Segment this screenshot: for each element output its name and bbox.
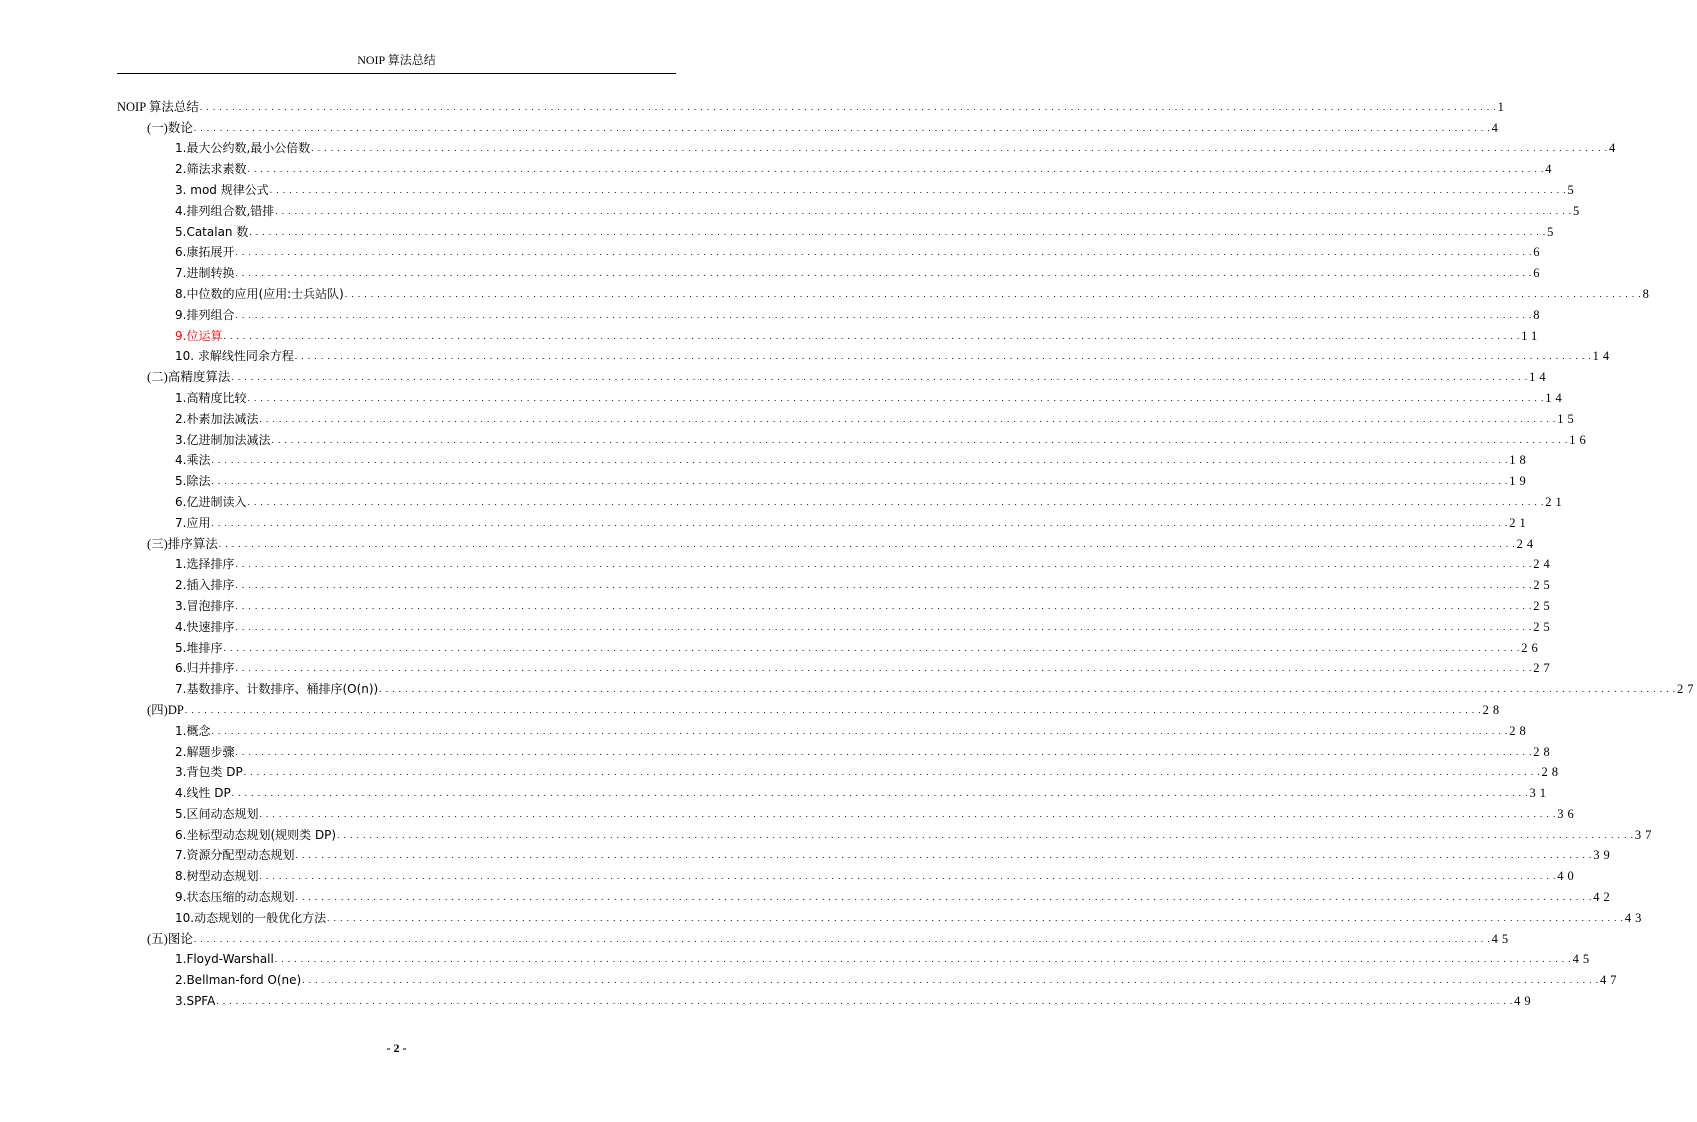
toc-entry-title: 7.资源分配型动态规划 (175, 848, 295, 863)
toc-entry-page-number: 4 (1609, 141, 1620, 156)
toc-dot-leader: . . . . . . . . . . . . . . . . . . . . . . . . . . . . . . . . . . . . . . . . . . . . . . . . . . . . . . . . . . . . . . . . . . . . . . . . . . . . . . . . . . . . . . . . . . . . . . . . . . . . . . . . . . . . . . . . . . . . . . . . . . . . . . . . . . . . . . . . . . . . . . . . . . . . . . . . . . . . . . . . . . . . . . . . . . . . . . . . . . . . . . . . . . . . . . . . . . . . . . . . (302, 975, 1599, 986)
toc-entry-title: 1.Floyd-Warshall (175, 952, 274, 967)
toc-dot-leader: . . . . . . . . . . . . . . . . . . . . . . . . . . . . . . . . . . . . . . . . . . . . . . . . . . . . . . . . . . . . . . . . . . . . . . . . . . . . . . . . . . . . . . . . . . . . . . . . . . . . . . . . . . . . . . . . . . . . . . . . . . . . . . . . . . . . . . . . . . . . . . . . . . . . . . . . . . . . . . . . . . . . . . . . . . . . . . . . . . . . . . . . . . . . . . . . . . . . . . . . (235, 663, 1533, 674)
toc-dot-leader: . . . . . . . . . . . . . . . . . . . . . . . . . . . . . . . . . . . . . . . . . . . . . . . . . . . . . . . . . . . . . . . . . . . . . . . . . . . . . . . . . . . . . . . . . . . . . . . . . . . . . . . . . . . . . . . . . . . . . . . . . . . . . . . . . . . . . . . . . . . . . . . . . . . . . . . . . . . . . . . . . . . . . . . . . . . . . . . . . . . . . . . . . . . . . . . . . . . . . . . . (235, 268, 1533, 279)
toc-entry[interactable] (117, 678, 1697, 699)
toc-dot-leader: . . . . . . . . . . . . . . . . . . . . . . . . . . . . . . . . . . . . . . . . . . . . . . . . . . . . . . . . . . . . . . . . . . . . . . . . . . . . . . . . . . . . . . . . . . . . . . . . . . . . . . . . . . . . . . . . . . . . . . . . . . . . . . . . . . . . . . . . . . . . . . . . . . . . . . . . . . . . . . . . . . . . . . . . . . . . . . . . . . . . . . . . . . . . . . . . . . . . . . . . (231, 788, 1529, 799)
toc-entry-title: 3.冒泡排序 (175, 598, 235, 613)
toc-entry[interactable] (117, 969, 1621, 990)
header-divider (117, 73, 676, 74)
toc-dot-leader: . . . . . . . . . . . . . . . . . . . . . . . . . . . . . . . . . . . . . . . . . . . . . . . . . . . . . . . . . . . . . . . . . . . . . . . . . . . . . . . . . . . . . . . . . . . . . . . . . . . . . . . . . . . . . . . . . . . . . . . . . . . . . . . . . . . . . . . . . . . . . . . . . . . . . . . . . . . . . . . . . . . . . . . . . . . . . . . . . . . . . . . . . . . . . . . . . . . . . . . . (247, 392, 1545, 403)
toc-entry-page-number: 8 (1642, 286, 1653, 301)
toc-dot-leader: . . . . . . . . . . . . . . . . . . . . . . . . . . . . . . . . . . . . . . . . . . . . . . . . . . . . . . . . . . . . . . . . . . . . . . . . . . . . . . . . . . . . . . . . . . . . . . . . . . . . . . . . . . . . . . . . . . . . . . . . . . . . . . . . . . . . . . . . . . . . . . . . . . . . . . . . . . . . . . . . . . . . . . . . . . . . . . . . . . . . . . . . . . . . . . . . . . . . . . . . (216, 996, 1514, 1007)
toc-entry-title: 1.最大公约数,最小公倍数 (175, 141, 311, 156)
toc-entry-title: 5.区间动态规划 (175, 806, 259, 821)
toc-entry-page-number: 4 (1545, 162, 1556, 177)
toc-entry-page-number: 5 (1573, 203, 1584, 218)
toc-dot-leader: . . . . . . . . . . . . . . . . . . . . . . . . . . . . . . . . . . . . . . . . . . . . . . . . . . . . . . . . . . . . . . . . . . . . . . . . . . . . . . . . . . . . . . . . . . . . . . . . . . . . . . . . . . . . . . . . . . . . . . . . . . . . . . . . . . . . . . . . . . . . . . . . . . . . . . . . . . . . . . . . . . . . . . . . . . . . . . . . . . . . . . . . . . . . . . . . . . . . . . . . (337, 829, 1634, 840)
toc-entry[interactable] (117, 387, 1566, 408)
toc-dot-leader: . . . . . . . . . . . . . . . . . . . . . . . . . . . . . . . . . . . . . . . . . . . . . . . . . . . . . . . . . . . . . . . . . . . . . . . . . . . . . . . . . . . . . . . . . . . . . . . . . . . . . . . . . . . . . . . . . . . . . . . . . . . . . . . . . . . . . . . . . . . . . . . . . . . . . . . . . . . . . . . . . . . . . . . . . . . . . . . . . . . . . . . . . . . . . . . . . . . . . . . . (211, 725, 1509, 736)
toc-entry-title: 7.应用 (175, 515, 211, 530)
toc-entry[interactable] (117, 907, 1646, 928)
toc-entry[interactable] (117, 512, 1530, 533)
toc-entry-title: 7.基数排序、计数排序、桶排序(O(n)) (175, 682, 379, 697)
toc-entry-title: 2.朴素加法减法 (175, 411, 259, 426)
page-header-title: NOIP 算法总结 (357, 53, 436, 67)
toc-entry-page-number: 28 (1509, 723, 1530, 738)
toc-entry-page-number: 15 (1557, 411, 1578, 426)
toc-entry-title: 6.康拓展开 (175, 245, 235, 260)
toc-entry[interactable] (117, 637, 1542, 658)
toc-entry-page-number: 8 (1533, 307, 1544, 322)
toc-entry[interactable] (117, 117, 1502, 138)
toc-entry[interactable] (117, 554, 1554, 575)
toc-entry-page-number: 21 (1545, 494, 1566, 509)
toc-dot-leader: . . . . . . . . . . . . . . . . . . . . . . . . . . . . . . . . . . . . . . . . . . . . . . . . . . . . . . . . . . . . . . . . . . . . . . . . . . . . . . . . . . . . . . . . . . . . . . . . . . . . . . . . . . . . . . . . . . . . . . . . . . . . . . . . . . . . . . . . . . . . . . . . . . . . . . . . . . . . . . . . . . . . . . . . . . . . . . . . . . . . . . . . . . . . . . . . . . . . . . . . (259, 871, 1557, 882)
toc-entry-page-number: 26 (1521, 640, 1542, 655)
toc-entry-page-number: 24 (1516, 536, 1538, 551)
toc-entry[interactable] (117, 865, 1578, 886)
toc-dot-leader: . . . . . . . . . . . . . . . . . . . . . . . . . . . . . . . . . . . . . . . . . . . . . . . . . . . . . . . . . . . . . . . . . . . . . . . . . . . . . . . . . . . . . . . . . . . . . . . . . . . . . . . . . . . . . . . . . . . . . . . . . . . . . . . . . . . . . . . . . . . . . . . . . . . . . . . . . . . . . . . . . . . . . . . . . . . . . . . . . . . . . . . . . . . . . . . . . . . . . . . . (235, 746, 1533, 757)
toc-entry-page-number: 49 (1514, 994, 1535, 1009)
toc-dot-leader: . . . . . . . . . . . . . . . . . . . . . . . . . . . . . . . . . . . . . . . . . . . . . . . . . . . . . . . . . . . . . . . . . . . . . . . . . . . . . . . . . . . . . . . . . . . . . . . . . . . . . . . . . . . . . . . . . . . . . . . . . . . . . . . . . . . . . . . . . . . . . . . . . . . . . . . . . . . . . . . . . . . . . . . . . . . . . . . . . . . . . . . . . . . . . . . . . . . . . . . . (249, 226, 1547, 237)
toc-dot-leader: . . . . . . . . . . . . . . . . . . . . . . . . . . . . . . . . . . . . . . . . . . . . . . . . . . . . . . . . . . . . . . . . . . . . . . . . . . . . . . . . . . . . . . . . . . . . . . . . . . . . . . . . . . . . . . . . . . . . . . . . . . . . . . . . . . . . . . . . . . . . . . . . . . . . . . . . . . . . . . . . . . . . . . . . . . . . . . . . . . . . . . . . . . . . . . . . . . . . . . . . (211, 517, 1509, 528)
toc-entry-title: 5.除法 (175, 474, 211, 489)
toc-entry-title: 6.归并排序 (175, 661, 235, 676)
toc-entry-title: (二)高精度算法 (147, 370, 231, 385)
toc-dot-leader: . . . . . . . . . . . . . . . . . . . . . . . . . . . . . . . . . . . . . . . . . . . . . . . . . . . . . . . . . . . . . . . . . . . . . . . . . . . . . . . . . . . . . . . . . . . . . . . . . . . . . . . . . . . . . . . . . . . . . . . . . . . . . . . . . . . . . . . . . . . . . . . . . . . . . . . . . . . . . . . . . . . . . . . . . . . . . . . . . . . . . . . . . . . . . . . . . . . . . . . . (235, 559, 1533, 570)
toc-entry-page-number: 1 (1497, 99, 1508, 114)
toc-entry-title: 5.堆排序 (175, 640, 223, 655)
toc-entry[interactable] (117, 949, 1594, 970)
toc-entry-title: 1.概念 (175, 723, 211, 738)
toc-entry-page-number: 31 (1529, 786, 1550, 801)
toc-entry[interactable] (117, 574, 1554, 595)
toc-dot-leader: . . . . . . . . . . . . . . . . . . . . . . . . . . . . . . . . . . . . . . . . . . . . . . . . . . . . . . . . . . . . . . . . . . . . . . . . . . . . . . . . . . . . . . . . . . . . . . . . . . . . . . . . . . . . . . . . . . . . . . . . . . . . . . . . . . . . . . . . . . . . . . . . . . . . . . . . . . . . . . . . . . . . . . . . . . . . . . . . . . . . . . . . . . . . . . . . . . . . . . . . (235, 247, 1533, 258)
toc-entry[interactable] (117, 200, 1584, 221)
toc-dot-leader: . . . . . . . . . . . . . . . . . . . . . . . . . . . . . . . . . . . . . . . . . . . . . . . . . . . . . . . . . . . . . . . . . . . . . . . . . . . . . . . . . . . . . . . . . . . . . . . . . . . . . . . . . . . . . . . . . . . . . . . . . . . . . . . . . . . . . . . . . . . . . . . . . . . . . . . . . . . . . . . . . . . . . . . . . . . . . . . . . . . . . . . . . . . . . . . . . . . . . . . . (344, 288, 1642, 299)
toc-entry[interactable] (117, 283, 1653, 304)
toc-entry-title: 9.排列组合 (175, 307, 235, 322)
toc-entry[interactable] (117, 658, 1554, 679)
toc-dot-leader: . . . . . . . . . . . . . . . . . . . . . . . . . . . . . . . . . . . . . . . . . . . . . . . . . . . . . . . . . . . . . . . . . . . . . . . . . . . . . . . . . . . . . . . . . . . . . . . . . . . . . . . . . . . . . . . . . . . . . . . . . . . . . . . . . . . . . . . . . . . . . . . . . . . . . . . . . . . . . . . . . . . . . . . . . . . . . . . . . . . . . . . . . . . . . . . . . . . . . . . . (211, 455, 1509, 466)
toc-entry-page-number: 43 (1624, 910, 1646, 925)
toc-dot-leader: . . . . . . . . . . . . . . . . . . . . . . . . . . . . . . . . . . . . . . . . . . . . . . . . . . . . . . . . . . . . . . . . . . . . . . . . . . . . . . . . . . . . . . . . . . . . . . . . . . . . . . . . . . . . . . . . . . . . . . . . . . . . . . . . . . . . . . . . . . . . . . . . . . . . . . . . . . . . . . . . . . . . . . . . . . . . . . . . . . . . . . . . . . . . . . . . . . . . . . . . (235, 621, 1533, 632)
table-of-contents (117, 96, 1697, 1011)
toc-dot-leader: . . . . . . . . . . . . . . . . . . . . . . . . . . . . . . . . . . . . . . . . . . . . . . . . . . . . . . . . . . . . . . . . . . . . . . . . . . . . . . . . . . . . . . . . . . . . . . . . . . . . . . . . . . . . . . . . . . . . . . . . . . . . . . . . . . . . . . . . . . . . . . . . . . . . . . . . . . . . . . . . . . . . . . . . . . . . . . . . . . . . . . . . . . . . . . . . . . . . . . . . (269, 184, 1567, 195)
toc-entry-title: 2.筛法求素数 (175, 162, 247, 177)
toc-entry-title: (一)数论 (147, 120, 193, 135)
toc-dot-leader: . . . . . . . . . . . . . . . . . . . . . . . . . . . . . . . . . . . . . . . . . . . . . . . . . . . . . . . . . . . . . . . . . . . . . . . . . . . . . . . . . . . . . . . . . . . . . . . . . . . . . . . . . . . . . . . . . . . . . . . . . . . . . . . . . . . . . . . . . . . . . . . . . . . . . . . . . . . . . . . . . . . . . . . . . . . . . . . . . . . . . . . . . . . . . . . . . . . . . . . . (247, 164, 1545, 175)
toc-entry-page-number: 4 (1491, 120, 1502, 135)
toc-dot-leader: . . . . . . . . . . . . . . . . . . . . . . . . . . . . . . . . . . . . . . . . . . . . . . . . . . . . . . . . . . . . . . . . . . . . . . . . . . . . . . . . . . . . . . . . . . . . . . . . . . . . . . . . . . . . . . . . . . . . . . . . . . . . . . . . . . . . . . . . . . . . . . . . . . . . . . . . . . . . . . . . . . . . . . . . . . . . . . . . . . . . . . . . . . . . . . . . . . . . . . . . (218, 538, 1516, 549)
toc-dot-leader: . . . . . . . . . . . . . . . . . . . . . . . . . . . . . . . . . . . . . . . . . . . . . . . . . . . . . . . . . . . . . . . . . . . . . . . . . . . . . . . . . . . . . . . . . . . . . . . . . . . . . . . . . . . . . . . . . . . . . . . . . . . . . . . . . . . . . . . . . . . . . . . . . . . . . . . . . . . . . . . . . . . . . . . . . . . . . . . . . . . . . . . . . . . . . . . . . . . . . . . . (295, 892, 1593, 903)
toc-entry-page-number: 45 (1491, 931, 1513, 946)
toc-dot-leader: . . . . . . . . . . . . . . . . . . . . . . . . . . . . . . . . . . . . . . . . . . . . . . . . . . . . . . . . . . . . . . . . . . . . . . . . . . . . . . . . . . . . . . . . . . . . . . . . . . . . . . . . . . . . . . . . . . . . . . . . . . . . . . . . . . . . . . . . . . . . . . . . . . . . . . . . . . . . . . . . . . . . . . . . . . . . . . . . . . . . . . . . . . . . . . . . . . . . . . . . (295, 850, 1593, 861)
toc-entry-page-number: 21 (1509, 515, 1530, 530)
toc-entry-page-number: 6 (1533, 245, 1544, 260)
toc-entry-page-number: 28 (1541, 765, 1562, 780)
toc-entry[interactable] (117, 325, 1542, 346)
toc-entry-title: 4.快速排序 (175, 619, 235, 634)
toc-entry-page-number: 5 (1567, 182, 1578, 197)
toc-entry-page-number: 25 (1533, 619, 1554, 634)
toc-entry[interactable] (117, 408, 1578, 429)
toc-entry[interactable] (117, 138, 1620, 159)
toc-entry[interactable] (117, 242, 1544, 263)
toc-entry[interactable] (117, 179, 1578, 200)
toc-entry-title: 2.插入排序 (175, 578, 235, 593)
toc-dot-leader: . . . . . . . . . . . . . . . . . . . . . . . . . . . . . . . . . . . . . . . . . . . . . . . . . . . . . . . . . . . . . . . . . . . . . . . . . . . . . . . . . . . . . . . . . . . . . . . . . . . . . . . . . . . . . . . . . . . . . . . . . . . . . . . . . . . . . . . . . . . . . . . . . . . . . . . . . . . . . . . . . . . . . . . . . . . . . . . . . . . . . . . . . . . . . . . . . . . . . . . . (294, 351, 1592, 362)
toc-entry-title: 9.状态压缩的动态规划 (175, 890, 295, 905)
toc-entry-title: 8.中位数的应用(应用:士兵站队) (175, 286, 344, 301)
toc-entry[interactable] (117, 346, 1614, 367)
toc-dot-leader: . . . . . . . . . . . . . . . . . . . . . . . . . . . . . . . . . . . . . . . . . . . . . . . . . . . . . . . . . . . . . . . . . . . . . . . . . . . . . . . . . . . . . . . . . . . . . . . . . . . . . . . . . . . . . . . . . . . . . . . . . . . . . . . . . . . . . . . . . . . . . . . . . . . . . . . . . . . . . . . . . . . . . . . . . . . . . . . . . . . . . . . . . . . . . . . . . . . . . . . . (223, 330, 1521, 341)
toc-entry-title: 3.SPFA (175, 994, 216, 1009)
toc-entry[interactable] (117, 741, 1554, 762)
toc-dot-leader: . . . . . . . . . . . . . . . . . . . . . . . . . . . . . . . . . . . . . . . . . . . . . . . . . . . . . . . . . . . . . . . . . . . . . . . . . . . . . . . . . . . . . . . . . . . . . . . . . . . . . . . . . . . . . . . . . . . . . . . . . . . . . . . . . . . . . . . . . . . . . . . . . . . . . . . . . . . . . . . . . . . . . . . . . . . . . . . . . . . . . . . . . . . . . . . . . . . . . . . . (274, 954, 1572, 965)
toc-entry[interactable] (117, 262, 1544, 283)
toc-entry-page-number: 42 (1593, 890, 1614, 905)
toc-entry-page-number: 28 (1533, 744, 1554, 759)
toc-entry-page-number: 24 (1533, 557, 1554, 572)
toc-entry[interactable] (117, 96, 1508, 117)
toc-entry[interactable] (117, 782, 1550, 803)
toc-entry-page-number: 27 (1533, 661, 1554, 676)
toc-entry[interactable] (117, 720, 1530, 741)
toc-entry[interactable] (117, 616, 1554, 637)
toc-entry[interactable] (117, 803, 1578, 824)
toc-entry-title: 2.Bellman-ford O(ne) (175, 973, 302, 988)
toc-dot-leader: . . . . . . . . . . . . . . . . . . . . . . . . . . . . . . . . . . . . . . . . . . . . . . . . . . . . . . . . . . . . . . . . . . . . . . . . . . . . . . . . . . . . . . . . . . . . . . . . . . . . . . . . . . . . . . . . . . . . . . . . . . . . . . . . . . . . . . . . . . . . . . . . . . . . . . . . . . . . . . . . . . . . . . . . . . . . . . . . . . . . . . . . . . . . . . . . . . . . . . . . (259, 413, 1557, 424)
toc-entry-page-number: 25 (1533, 578, 1554, 593)
toc-entry-page-number: 25 (1533, 598, 1554, 613)
toc-entry-title: 2.解题步骤 (175, 744, 235, 759)
page-number-footer: - 2 - (386, 1041, 407, 1055)
toc-entry-page-number: 11 (1521, 328, 1542, 343)
toc-entry[interactable] (117, 491, 1566, 512)
toc-entry-title: 3. mod 规律公式 (175, 182, 269, 197)
toc-dot-leader: . . . . . . . . . . . . . . . . . . . . . . . . . . . . . . . . . . . . . . . . . . . . . . . . . . . . . . . . . . . . . . . . . . . . . . . . . . . . . . . . . . . . . . . . . . . . . . . . . . . . . . . . . . . . . . . . . . . . . . . . . . . . . . . . . . . . . . . . . . . . . . . . . . . . . . . . . . . . . . . . . . . . . . . . . . . . . . . . . . . . . . . . . . . . . . . . . . . . . . . . (311, 143, 1609, 154)
toc-entry[interactable] (117, 595, 1554, 616)
toc-entry[interactable] (117, 470, 1530, 491)
toc-dot-leader: . . . . . . . . . . . . . . . . . . . . . . . . . . . . . . . . . . . . . . . . . . . . . . . . . . . . . . . . . . . . . . . . . . . . . . . . . . . . . . . . . . . . . . . . . . . . . . . . . . . . . . . . . . . . . . . . . . . . . . . . . . . . . . . . . . . . . . . . . . . . . . . . . . . . . . . . . . . . . . . . . . . . . . . . . . . . . . . . . . . . . . . . . . . . . . . . . . . . . . . . (275, 205, 1573, 216)
toc-dot-leader: . . . . . . . . . . . . . . . . . . . . . . . . . . . . . . . . . . . . . . . . . . . . . . . . . . . . . . . . . . . . . . . . . . . . . . . . . . . . . . . . . . . . . . . . . . . . . . . . . . . . . . . . . . . . . . . . . . . . . . . . . . . . . . . . . . . . . . . . . . . . . . . . . . . . . . . . . . . . . . . . . . . . . . . . . . . . . . . . . . . . . . . . . . . . . . . . . . . . . . . . (271, 434, 1569, 445)
toc-entry-page-number: 16 (1569, 432, 1590, 447)
toc-entry-page-number: 14 (1545, 390, 1566, 405)
toc-entry-page-number: 39 (1593, 848, 1614, 863)
toc-entry[interactable] (117, 824, 1656, 845)
toc-entry[interactable] (117, 990, 1535, 1011)
toc-entry[interactable] (117, 762, 1562, 783)
toc-entry-page-number: 27 (1676, 682, 1697, 697)
toc-entry-page-number: 36 (1557, 806, 1578, 821)
toc-dot-leader: . . . . . . . . . . . . . . . . . . . . . . . . . . . . . . . . . . . . . . . . . . . . . . . . . . . . . . . . . . . . . . . . . . . . . . . . . . . . . . . . . . . . . . . . . . . . . . . . . . . . . . . . . . . . . . . . . . . . . . . . . . . . . . . . . . . . . . . . . . . . . . . . . . . . . . . . . . . . . . . . . . . . . . . . . . . . . . . . . . . . . . . . . . . . . . . . . . . . . . . . (235, 600, 1533, 611)
toc-entry-title: 10. 求解线性同余方程 (175, 349, 294, 364)
toc-entry[interactable] (117, 366, 1550, 387)
toc-entry-title: 6.坐标型动态规划(规则类 DP) (175, 827, 337, 842)
toc-entry-title: 9.位运算 (175, 328, 223, 343)
toc-entry-title: 6.亿进制读入 (175, 494, 247, 509)
toc-entry[interactable] (117, 845, 1614, 866)
toc-entry-title: (五)图论 (147, 931, 193, 946)
toc-entry-page-number: 28 (1482, 702, 1504, 717)
toc-entry[interactable] (117, 304, 1544, 325)
toc-entry-page-number: 47 (1599, 973, 1621, 988)
toc-dot-leader: . . . . . . . . . . . . . . . . . . . . . . . . . . . . . . . . . . . . . . . . . . . . . . . . . . . . . . . . . . . . . . . . . . . . . . . . . . . . . . . . . . . . . . . . . . . . . . . . . . . . . . . . . . . . . . . . . . . . . . . . . . . . . . . . . . . . . . . . . . . . . . . . . . . . . . . . . . . . . . . . . . . . . . . . . . . . . . . . . . . . . . . . . . . . . . . . . . . . . . . . (243, 767, 1541, 778)
toc-entry-title: 1.选择排序 (175, 557, 235, 572)
toc-dot-leader: . . . . . . . . . . . . . . . . . . . . . . . . . . . . . . . . . . . . . . . . . . . . . . . . . . . . . . . . . . . . . . . . . . . . . . . . . . . . . . . . . . . . . . . . . . . . . . . . . . . . . . . . . . . . . . . . . . . . . . . . . . . . . . . . . . . . . . . . . . . . . . . . . . . . . . . . . . . . . . . . . . . . . . . . . . . . . . . . . . . . . . . . . . . . . . . . . . . . . . . . (184, 704, 1482, 715)
toc-entry-title: 4.线性 DP (175, 786, 231, 801)
toc-entry[interactable] (117, 450, 1530, 471)
toc-dot-leader: . . . . . . . . . . . . . . . . . . . . . . . . . . . . . . . . . . . . . . . . . . . . . . . . . . . . . . . . . . . . . . . . . . . . . . . . . . . . . . . . . . . . . . . . . . . . . . . . . . . . . . . . . . . . . . . . . . . . . . . . . . . . . . . . . . . . . . . . . . . . . . . . . . . . . . . . . . . . . . . . . . . . . . . . . . . . . . . . . . . . . . . . . . . . . . . . . . . . . . . . (235, 580, 1533, 591)
toc-entry-page-number: 19 (1509, 474, 1530, 489)
toc-entry[interactable] (117, 533, 1538, 554)
toc-entry-title: 3.亿进制加法减法 (175, 432, 271, 447)
toc-entry-title: 4.乘法 (175, 453, 211, 468)
toc-entry-page-number: 5 (1547, 224, 1558, 239)
toc-dot-leader: . . . . . . . . . . . . . . . . . . . . . . . . . . . . . . . . . . . . . . . . . . . . . . . . . . . . . . . . . . . . . . . . . . . . . . . . . . . . . . . . . . . . . . . . . . . . . . . . . . . . . . . . . . . . . . . . . . . . . . . . . . . . . . . . . . . . . . . . . . . . . . . . . . . . . . . . . . . . . . . . . . . . . . . . . . . . . . . . . . . . . . . . . . . . . . . . . . . . . . . . (231, 372, 1529, 383)
toc-entry-title: 10.动态规划的一般优化方法 (175, 910, 327, 925)
toc-entry-title: (三)排序算法 (147, 536, 218, 551)
toc-entry-title: 1.高精度比较 (175, 390, 247, 405)
toc-entry[interactable] (117, 429, 1590, 450)
toc-dot-leader: . . . . . . . . . . . . . . . . . . . . . . . . . . . . . . . . . . . . . . . . . . . . . . . . . . . . . . . . . . . . . . . . . . . . . . . . . . . . . . . . . . . . . . . . . . . . . . . . . . . . . . . . . . . . . . . . . . . . . . . . . . . . . . . . . . . . . . . . . . . . . . . . . . . . . . . . . . . . . . . . . . . . . . . . . . . . . . . . . . . . . . . . . . . . . . . . . . . . . . . . (211, 476, 1509, 487)
toc-entry[interactable] (117, 699, 1504, 720)
toc-entry-page-number: 37 (1634, 827, 1656, 842)
toc-entry-title: 4.排列组合数,错排 (175, 203, 275, 218)
toc-dot-leader: . . . . . . . . . . . . . . . . . . . . . . . . . . . . . . . . . . . . . . . . . . . . . . . . . . . . . . . . . . . . . . . . . . . . . . . . . . . . . . . . . . . . . . . . . . . . . . . . . . . . . . . . . . . . . . . . . . . . . . . . . . . . . . . . . . . . . . . . . . . . . . . . . . . . . . . . . . . . . . . . . . . . . . . . . . . . . . . . . . . . . . . . . . . . . . . . . . . . . . . . (235, 309, 1533, 320)
toc-dot-leader: . . . . . . . . . . . . . . . . . . . . . . . . . . . . . . . . . . . . . . . . . . . . . . . . . . . . . . . . . . . . . . . . . . . . . . . . . . . . . . . . . . . . . . . . . . . . . . . . . . . . . . . . . . . . . . . . . . . . . . . . . . . . . . . . . . . . . . . . . . . . . . . . . . . . . . . . . . . . . . . . . . . . . . . . . . . . . . . . . . . . . . . . . . . . . . . . . . . . . . . . (193, 933, 1491, 944)
toc-entry[interactable] (117, 221, 1558, 242)
toc-entry-title: 7.进制转换 (175, 266, 235, 281)
toc-dot-leader: . . . . . . . . . . . . . . . . . . . . . . . . . . . . . . . . . . . . . . . . . . . . . . . . . . . . . . . . . . . . . . . . . . . . . . . . . . . . . . . . . . . . . . . . . . . . . . . . . . . . . . . . . . . . . . . . . . . . . . . . . . . . . . . . . . . . . . . . . . . . . . . . . . . . . . . . . . . . . . . . . . . . . . . . . . . . . . . . . . . . . . . . . . . . . . . . . . . . . . . . (327, 912, 1624, 923)
toc-dot-leader: . . . . . . . . . . . . . . . . . . . . . . . . . . . . . . . . . . . . . . . . . . . . . . . . . . . . . . . . . . . . . . . . . . . . . . . . . . . . . . . . . . . . . . . . . . . . . . . . . . . . . . . . . . . . . . . . . . . . . . . . . . . . . . . . . . . . . . . . . . . . . . . . . . . . . . . . . . . . . . . . . . . . . . . . . . . . . . . . . . . . . . . . . . . . . . . . . . . . . . . . (247, 496, 1545, 507)
toc-entry[interactable] (117, 886, 1614, 907)
toc-entry-title: 3.背包类 DP (175, 765, 243, 780)
toc-entry-title: (四)DP (147, 702, 184, 717)
toc-entry[interactable] (117, 158, 1556, 179)
toc-dot-leader: . . . . . . . . . . . . . . . . . . . . . . . . . . . . . . . . . . . . . . . . . . . . . . . . . . . . . . . . . . . . . . . . . . . . . . . . . . . . . . . . . . . . . . . . . . . . . . . . . . . . . . . . . . . . . . . . . . . . . . . . . . . . . . . . . . . . . . . . . . . . . . . . . . . . . . . . . . . . . . . . . . . . . . . . . . . . . . . . . . . . . . . . . . . . . . . . . . . . . . . . (259, 808, 1557, 819)
toc-entry-page-number: 6 (1533, 266, 1544, 281)
toc-entry-page-number: 40 (1557, 869, 1578, 884)
toc-entry-page-number: 45 (1572, 952, 1594, 967)
toc-dot-leader: . . . . . . . . . . . . . . . . . . . . . . . . . . . . . . . . . . . . . . . . . . . . . . . . . . . . . . . . . . . . . . . . . . . . . . . . . . . . . . . . . . . . . . . . . . . . . . . . . . . . . . . . . . . . . . . . . . . . . . . . . . . . . . . . . . . . . . . . . . . . . . . . . . . . . . . . . . . . . . . . . . . . . . . . . . . . . . . . . . . . . . . . . . . . . . . . . . . . . . . . (193, 122, 1491, 133)
toc-dot-leader: . . . . . . . . . . . . . . . . . . . . . . . . . . . . . . . . . . . . . . . . . . . . . . . . . . . . . . . . . . . . . . . . . . . . . . . . . . . . . . . . . . . . . . . . . . . . . . . . . . . . . . . . . . . . . . . . . . . . . . . . . . . . . . . . . . . . . . . . . . . . . . . . . . . . . . . . . . . . . . . . . . . . . . . . . . . . . . . . . . . . . . . . . . . . . . . . . . . . . . . . (379, 684, 1676, 695)
toc-entry-title: 8.树型动态规划 (175, 869, 259, 884)
toc-entry-title: NOIP 算法总结 (117, 99, 199, 114)
toc-entry-page-number: 14 (1592, 349, 1614, 364)
toc-entry-page-number: 18 (1509, 453, 1530, 468)
toc-dot-leader: . . . . . . . . . . . . . . . . . . . . . . . . . . . . . . . . . . . . . . . . . . . . . . . . . . . . . . . . . . . . . . . . . . . . . . . . . . . . . . . . . . . . . . . . . . . . . . . . . . . . . . . . . . . . . . . . . . . . . . . . . . . . . . . . . . . . . . . . . . . . . . . . . . . . . . . . . . . . . . . . . . . . . . . . . . . . . . . . . . . . . . . . . . . . . . . . . . . . . . . . (223, 642, 1521, 653)
toc-entry-title: 5.Catalan 数 (175, 224, 249, 239)
toc-dot-leader: . . . . . . . . . . . . . . . . . . . . . . . . . . . . . . . . . . . . . . . . . . . . . . . . . . . . . . . . . . . . . . . . . . . . . . . . . . . . . . . . . . . . . . . . . . . . . . . . . . . . . . . . . . . . . . . . . . . . . . . . . . . . . . . . . . . . . . . . . . . . . . . . . . . . . . . . . . . . . . . . . . . . . . . . . . . . . . . . . . . . . . . . . . . . . . . . . . . . . . . . (199, 101, 1497, 112)
toc-entry-page-number: 14 (1529, 370, 1550, 385)
toc-entry[interactable] (117, 928, 1513, 949)
